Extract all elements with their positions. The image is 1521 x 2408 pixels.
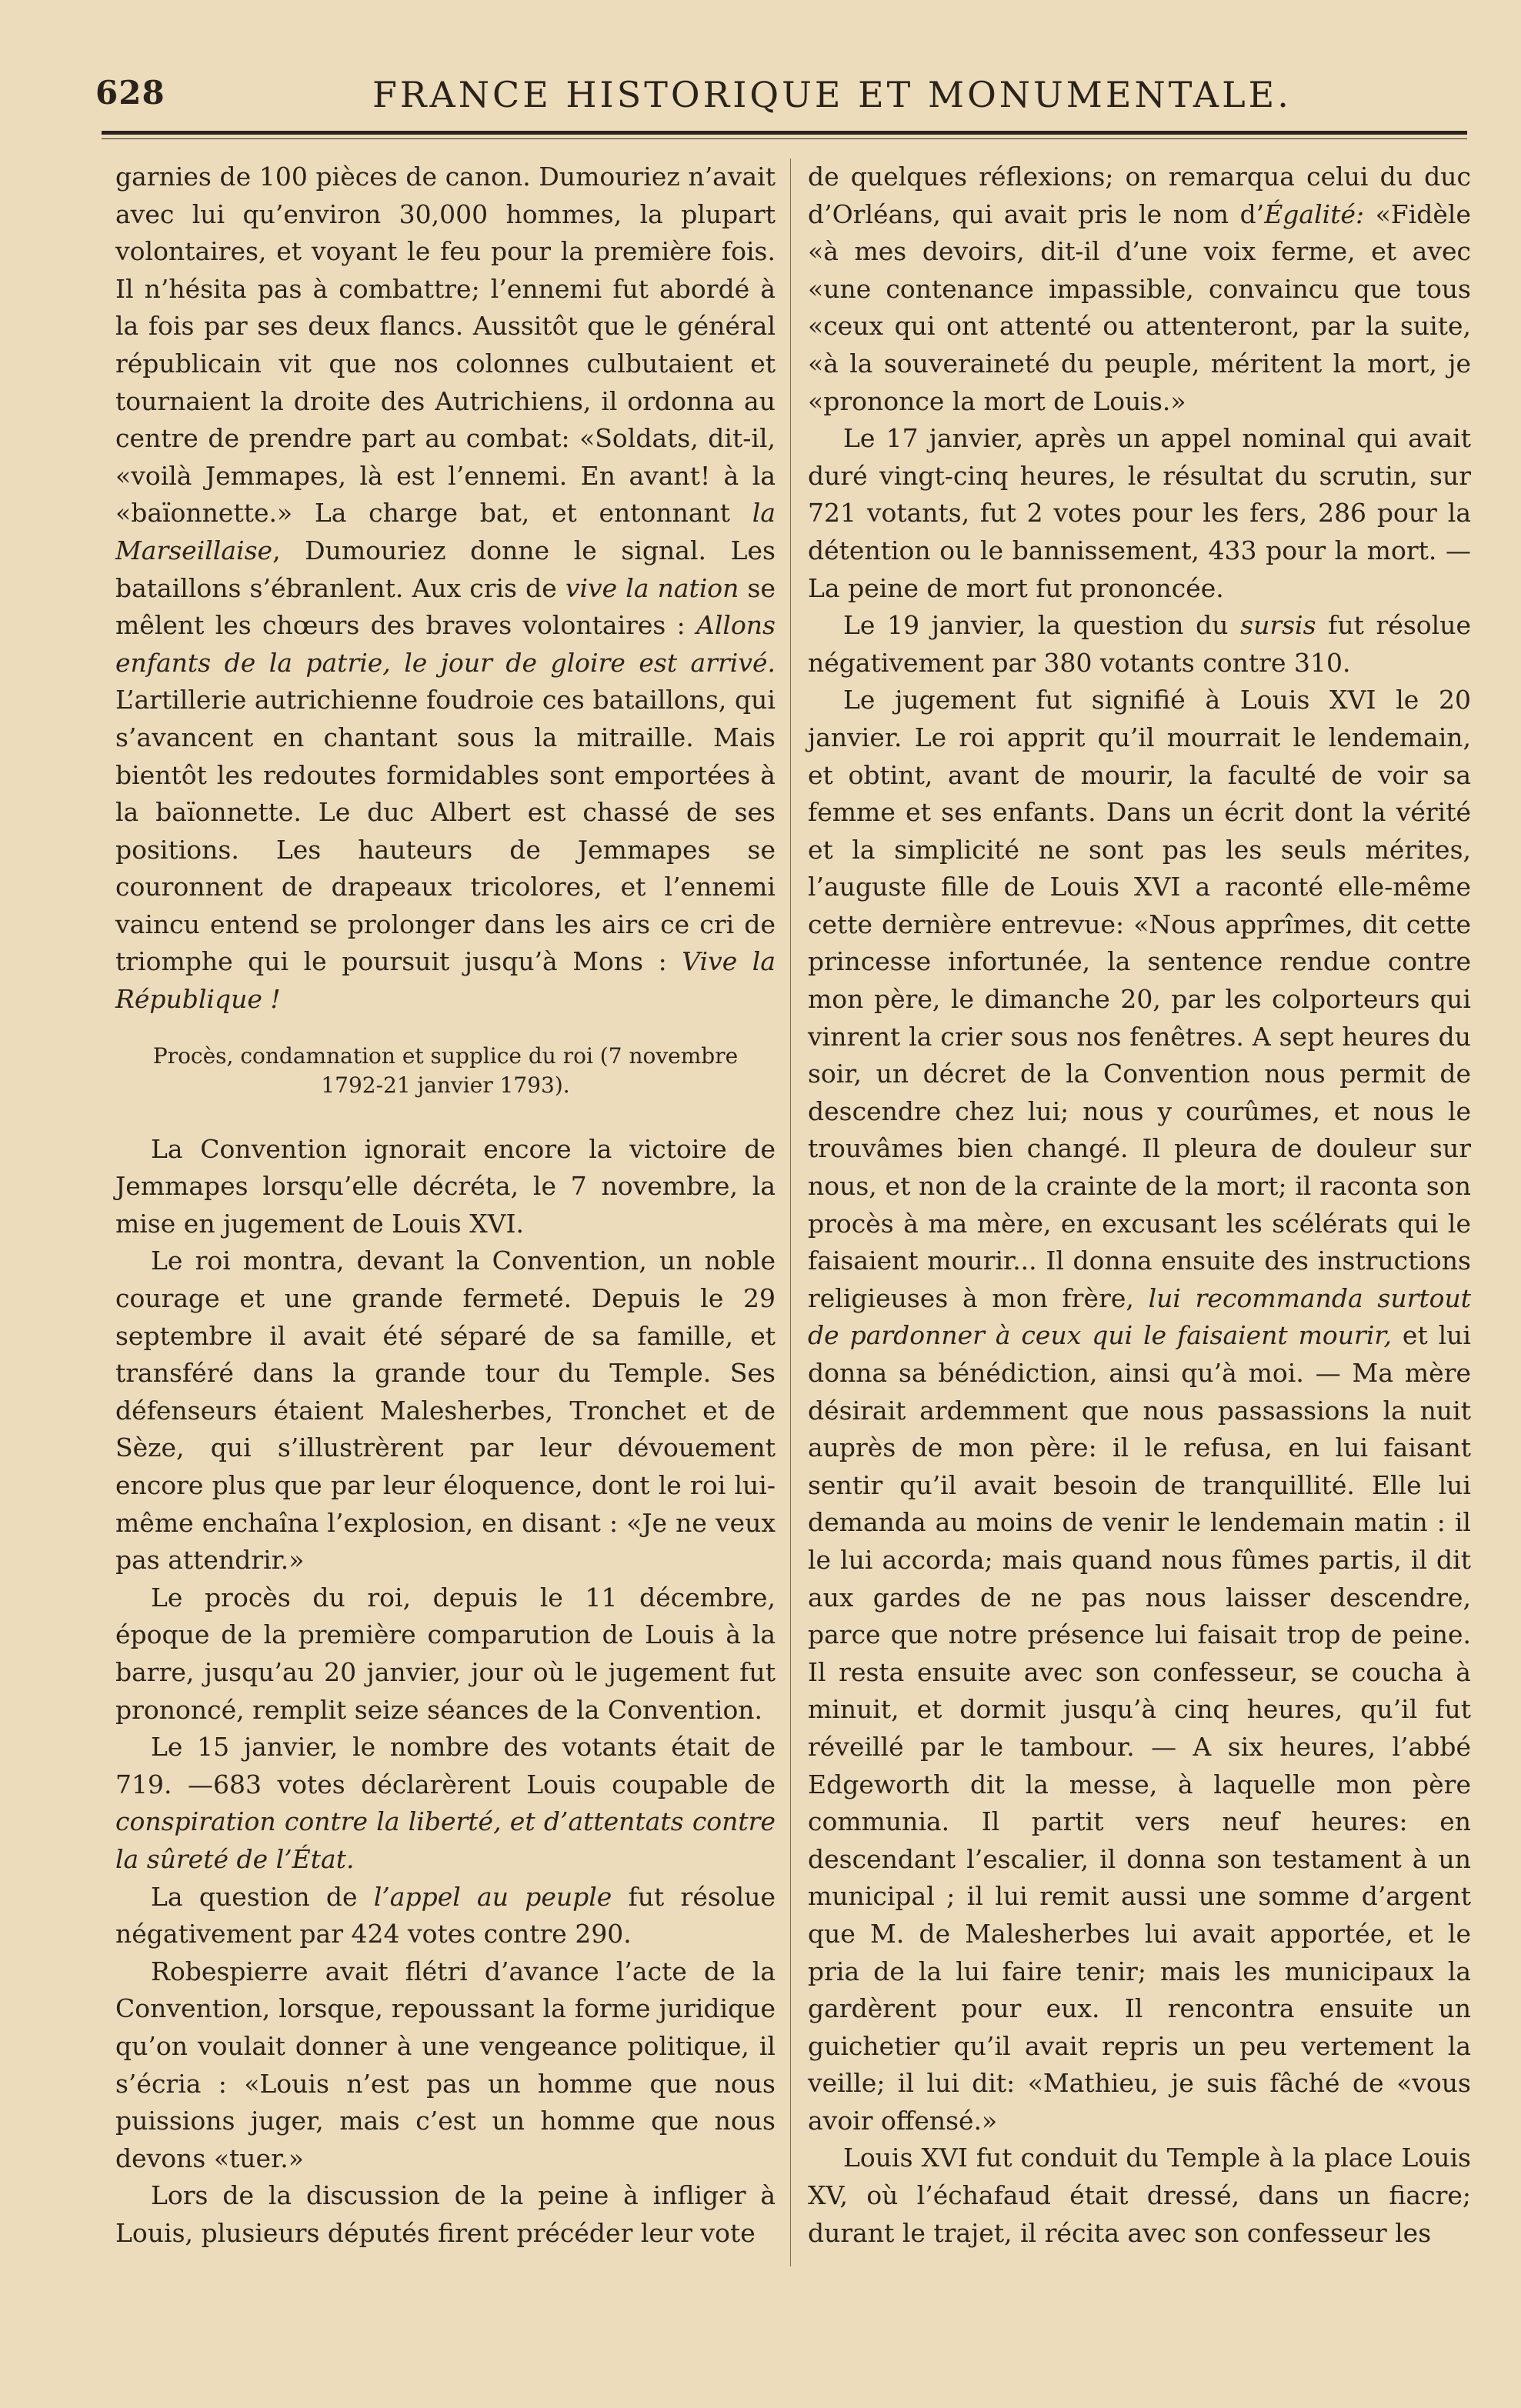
paragraph: Louis XVI fut conduit du Temple à la place Louis XV, où l’échafaud était dressé, dans un fiacre; durant le trajet, il récita avec son confesseur les: [808, 2143, 1471, 2248]
paragraph: Le 19 janvier, la question du sursis fut résolue négativement par 380 votants contre 310.: [808, 610, 1471, 678]
paragraph: Robespierre avait flétri d’avance l’acte de la Convention, lorsque, repoussant la forme juridique qu’on voulait donner à une vengeance politique, il s’écria : «Louis n’est pas un homme que nous puissions juger, mais c’est un homme que nous devons «tuer.»: [115, 1956, 776, 2173]
paragraph: de quelques réflexions; on remarqua celui du duc d’Orléans, qui avait pris le nom d’Égalité: «Fidèle «à mes devoirs, dit-il d’une voix ferme, et avec «une contenance impassible, convaincu que tous «ceux qui ont attenté ou attenteront, par la suite, «à la souveraineté du peuple, méritent la mort, je «prononce la mort de Louis.»: [808, 162, 1471, 416]
paragraph: Le procès du roi, depuis le 11 décembre, époque de la première comparution de Louis à la barre, jusqu’au 20 janvier, jour où le jugement fut prononcé, remplit seize séances de la Convention.: [115, 1582, 776, 1725]
column-divider: [790, 158, 791, 2266]
left-column: [115, 158, 776, 2252]
paragraph: Le 15 janvier, le nombre des votants était de 719. —683 votes déclarèrent Louis coupable de conspiration contre la liberté, et d’attentats contre la sûreté de l’État.: [115, 1732, 776, 1874]
paragraph: Le jugement fut signifié à Louis XVI le 20 janvier. Le roi apprit qu’il mourrait le lendemain, et obtint, avant de mourir, la faculté de voir sa femme et ses enfants. Dans un écrit dont la vérité et la simplicité ne sont pas les seuls mérites, l’auguste fille de Louis XVI a raconté elle-même cette dernière entrevue: «Nous apprîmes, dit cette princesse infortunée, la sentence rendue contre mon père, le dimanche 20, par les colporteurs qui vinrent la crier sous nos fenêtres. A sept heures du soir, un décret de la Convention nous permit de descendre chez lui; nous y courûmes, et nous le trouvâmes bien changé. Il pleura de douleur sur nous, et non de la crainte de la mort; il raconta son procès à ma mère, en excusant les scélérats qui le faisaient mourir... Il donna ensuite des instructions religieuses à mon frère, lui recommanda surtout de pardonner à ceux qui le faisaient mourir, et lui donna sa bénédiction, ainsi qu’à moi. — Ma mère désirait ardemment que nous passassions la nuit auprès de mon père: il le refusa, en lui faisant sentir qu’il avait besoin de tranquillité. Elle lui demanda au moins de venir le lendemain matin : il le lui accorda; mais quand nous fûmes partis, il dit aux gardes de ne pas nous laisser descendre, parce que notre présence lui faisait trop de peine. Il resta ensuite avec son confesseur, se coucha à minuit, et dormit jusqu’à cinq heures, qu’il fut réveillé par le tambour. — A six heures, l’abbé Edgeworth dit la messe, à laquelle mon père communia. Il partit vers neuf heures: en descendant l’escalier, il donna son testament à un municipal ; il lui remit aussi une somme d’argent que M. de Malesherbes lui avait apportée, et le pria de la lui faire tenir; mais les municipaux la gardèrent pour eux. Il rencontra ensuite un guichetier qu’il avait repris un peu vertement la veille; il lui dit: «Mathieu, je suis fâché de «vous avoir offensé.»: [808, 685, 1471, 2136]
paragraph: Le 17 janvier, après un appel nominal qui avait duré vingt-cinq heures, le résultat du scrutin, sur 721 votants, fut 2 votes pour les fers, 286 pour la détention ou le bannissement, 433 pour la mort. — La peine de mort fut prononcée.: [808, 423, 1471, 603]
page-number: 628: [95, 74, 165, 112]
paragraph: garnies de 100 pièces de canon. Dumouriez n’avait avec lui qu’environ 30,000 hommes, la plupart volontaires, et voyant le feu pour la première fois. Il n’hésita pas à combattre; l’ennemi fut abordé à la fois par ses deux flancs. Aussitôt que le général républicain vit que nos colonnes culbutaient et tournaient la droite des Autrichiens, il ordonna au centre de prendre part au combat: «Soldats, dit-il, «voilà Jemmapes, là est l’ennemi. En avant! à la «baïonnette.» La charge bat, et entonnant la Marseillaise, Dumouriez donne le signal. Les bataillons s’ébranlent. Aux cris de vive la nation se mêlent les chœurs des braves volontaires : Allons enfants de la patrie, le jour de gloire est arrivé. L’artillerie autrichienne foudroie ces bataillons, qui s’avancent en chantant sous la mitraille. Mais bientôt les redoutes formidables sont emportées à la baïonnette. Le duc Albert est chassé de ses positions. Les hauteurs de Jemmapes se couronnent de drapeaux tricolores, et l’ennemi vaincu entend se prolonger dans les airs ce cri de triomphe qui le poursuit jusqu’à Mons : Vive la République !: [115, 162, 776, 1015]
paragraph: Le roi montra, devant la Convention, un noble courage et une grande fermeté. Depuis le 29 septembre il avait été séparé de sa famille, et transféré dans la grande tour du Temple. Ses défenseurs étaient Malesherbes, Tronchet et de Sèze, qui s’illustrèrent par leur dévouement encore plus que par leur éloquence, dont le roi lui-même enchaîna l’explosion, en disant : «Je ne veux pas attendrir.»: [115, 1246, 776, 1576]
page-header: [95, 74, 1470, 120]
paragraph: La Convention ignorait encore la victoire de Jemmapes lorsqu’elle décréta, le 7 novembre, la mise en jugement de Louis XVI.: [115, 1133, 776, 1239]
section-heading: Procès, condamnation et supplice du roi (7 novembre 1792-21 janvier 1793).: [152, 1042, 739, 1098]
right-column: [808, 158, 1471, 2252]
header-rule: [102, 131, 1467, 135]
header-rule-thin: [102, 138, 1467, 139]
paragraph: Lors de la discussion de la peine à infliger à Louis, plusieurs députés firent précéder leur vote: [115, 2180, 776, 2248]
running-title: FRANCE HISTORIQUE ET MONUMENTALE.: [372, 74, 1292, 115]
paragraph: La question de l’appel au peuple fut résolue négativement par 424 votes contre 290.: [115, 1881, 776, 1949]
